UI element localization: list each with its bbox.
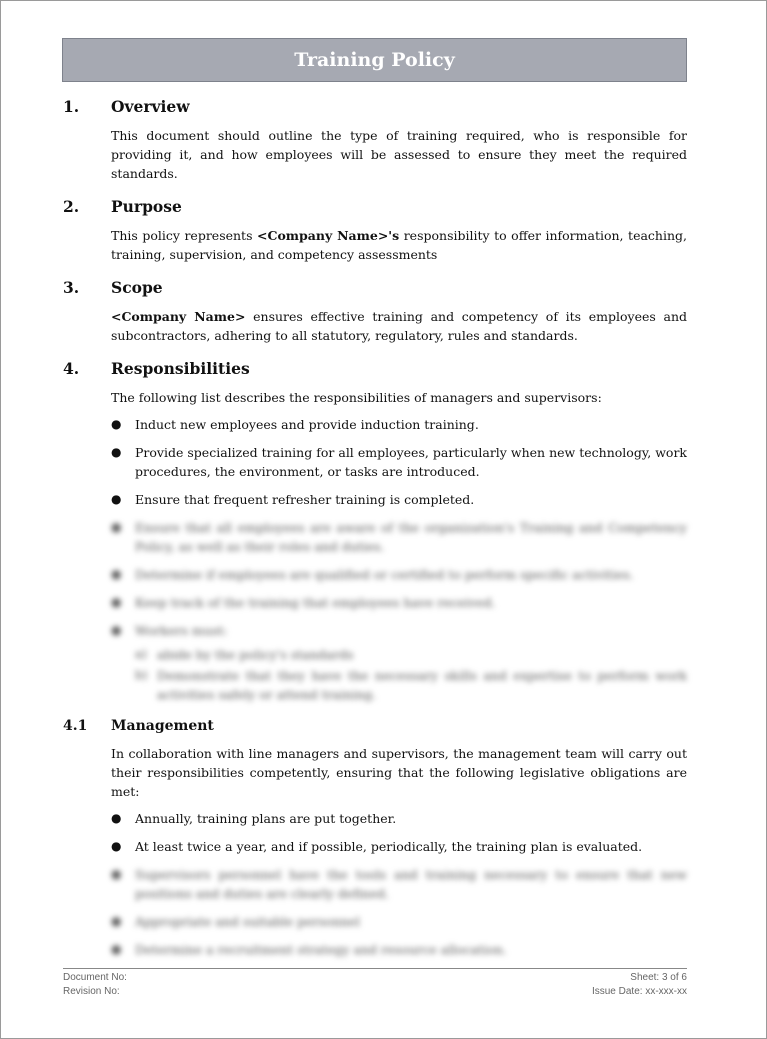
document-content: [63, 97, 687, 973]
footer-row: [63, 971, 687, 985]
sub-list-text: abide by the policy's standards: [157, 647, 354, 662]
list-item: [111, 865, 687, 903]
sub-list-text: Demonstrate that they have the necessary skills and expertise to perform work activities safely or attend training.: [157, 668, 687, 702]
issue-date: Issue Date: xx-xxx-xx: [591, 986, 687, 997]
section-purpose: [63, 197, 687, 264]
section-number: 2.: [63, 197, 80, 216]
section-number: 3.: [63, 278, 80, 297]
bullet-icon: ●: [111, 914, 122, 928]
management-list: [111, 809, 687, 959]
responsibilities-intro: The following list describes the responsibilities of managers and supervisors:: [111, 390, 602, 405]
company-name-placeholder: <Company Name>'s: [257, 228, 400, 243]
sub-list: [135, 645, 687, 704]
sheet-number: Sheet: 3 of 6: [630, 972, 687, 983]
sub-list-item: [135, 645, 687, 664]
list-item-text: Ensure that frequent refresher training is completed.: [135, 492, 475, 507]
section-management: [63, 718, 687, 959]
bullet-icon: ●: [111, 417, 122, 431]
blurred-preview-content: [111, 518, 687, 704]
section-responsibilities: [63, 359, 687, 704]
sub-list-marker: a): [135, 647, 147, 661]
list-item: [111, 443, 687, 481]
bullet-icon: ●: [111, 623, 122, 637]
list-item-text: At least twice a year, and if possible, periodically, the training plan is evaluated.: [135, 839, 643, 854]
section-heading: [63, 718, 687, 734]
section-number: 4.1: [63, 718, 88, 734]
list-item: [111, 415, 687, 434]
bullet-icon: ●: [111, 567, 122, 581]
bullet-icon: ●: [111, 942, 122, 956]
section-scope: [63, 278, 687, 345]
section-heading: [63, 359, 687, 378]
list-item-text: Induct new employees and provide induction training.: [135, 417, 479, 432]
list-item: [111, 593, 687, 612]
list-item: [111, 565, 687, 584]
overview-text: This document should outline the type of training required, who is responsible for providing it, and how employees will be assessed to ensure they meet the required standards.: [111, 128, 687, 181]
purpose-text-post: responsibility to offer information, teaching, training, supervision, and competency assessments: [111, 228, 688, 262]
bullet-icon: ●: [111, 839, 122, 853]
page-title: Training Policy: [294, 49, 455, 71]
list-item: [111, 912, 687, 931]
list-item: [111, 837, 687, 856]
revision-number-label: Revision No:: [63, 986, 120, 997]
list-item: [111, 518, 687, 556]
bullet-icon: ●: [111, 595, 122, 609]
company-name-placeholder: <Company Name>: [111, 309, 246, 324]
list-item-text: Keep track of the training that employees have received.: [135, 595, 496, 610]
list-item-text: Provide specialized training for all employees, particularly when new technology, work procedures, the environment, or tasks are introduced.: [135, 445, 687, 479]
bullet-icon: ●: [111, 811, 122, 825]
list-item-text: Ensure that all employees are aware of the organization's Training and Competency Policy, as well as their roles and duties.: [135, 520, 687, 554]
section-title: Purpose: [111, 197, 182, 216]
title-bar: [62, 38, 687, 82]
scope-text: [111, 307, 687, 345]
list-item-text: Supervisors personnel have the tools and training necessary to ensure that new positions and duties are clearly defined.: [135, 867, 687, 901]
list-item: [111, 490, 687, 509]
list-item-text: Appropriate and suitable personnel: [135, 914, 360, 929]
list-item: [111, 940, 687, 959]
section-heading: [63, 97, 687, 116]
page-footer: [63, 968, 687, 999]
list-item: [111, 621, 687, 640]
responsibilities-list: [111, 415, 687, 704]
sub-list-item: [135, 666, 687, 704]
list-item-text: Determine if employees are qualified or certified to perform specific activities.: [135, 567, 634, 582]
section-heading: [63, 278, 687, 297]
bullet-icon: ●: [111, 520, 122, 534]
blurred-preview-content: [111, 865, 687, 959]
purpose-text-pre: This policy represents: [111, 228, 258, 243]
list-item-text: Workers must:: [135, 623, 228, 638]
purpose-text: [111, 226, 687, 264]
section-overview: [63, 97, 687, 183]
management-intro: In collaboration with line managers and supervisors, the management team will carry out their responsibilities competently, ensuring that the following legislative obligations are met:: [111, 746, 687, 799]
section-title: Overview: [111, 97, 190, 116]
list-item-text: Determine a recruitment strategy and resource allocation.: [135, 942, 507, 957]
section-title: Scope: [111, 278, 163, 297]
section-number: 4.: [63, 359, 80, 378]
document-number-label: Document No:: [63, 972, 127, 983]
bullet-icon: ●: [111, 492, 122, 506]
section-number: 1.: [63, 97, 80, 116]
list-item: [111, 809, 687, 828]
scope-text-post: ensures effective training and competency of its employees and subcontractors, adhering to all statutory, regulatory, rules and standards.: [111, 309, 688, 343]
sub-list-marker: b): [135, 668, 148, 682]
list-item-text: Annually, training plans are put together.: [135, 811, 397, 826]
section-heading: [63, 197, 687, 216]
bullet-icon: ●: [111, 445, 122, 459]
section-title: Responsibilities: [111, 359, 250, 378]
section-title: Management: [111, 718, 214, 734]
footer-row: [63, 985, 687, 999]
bullet-icon: ●: [111, 867, 122, 881]
